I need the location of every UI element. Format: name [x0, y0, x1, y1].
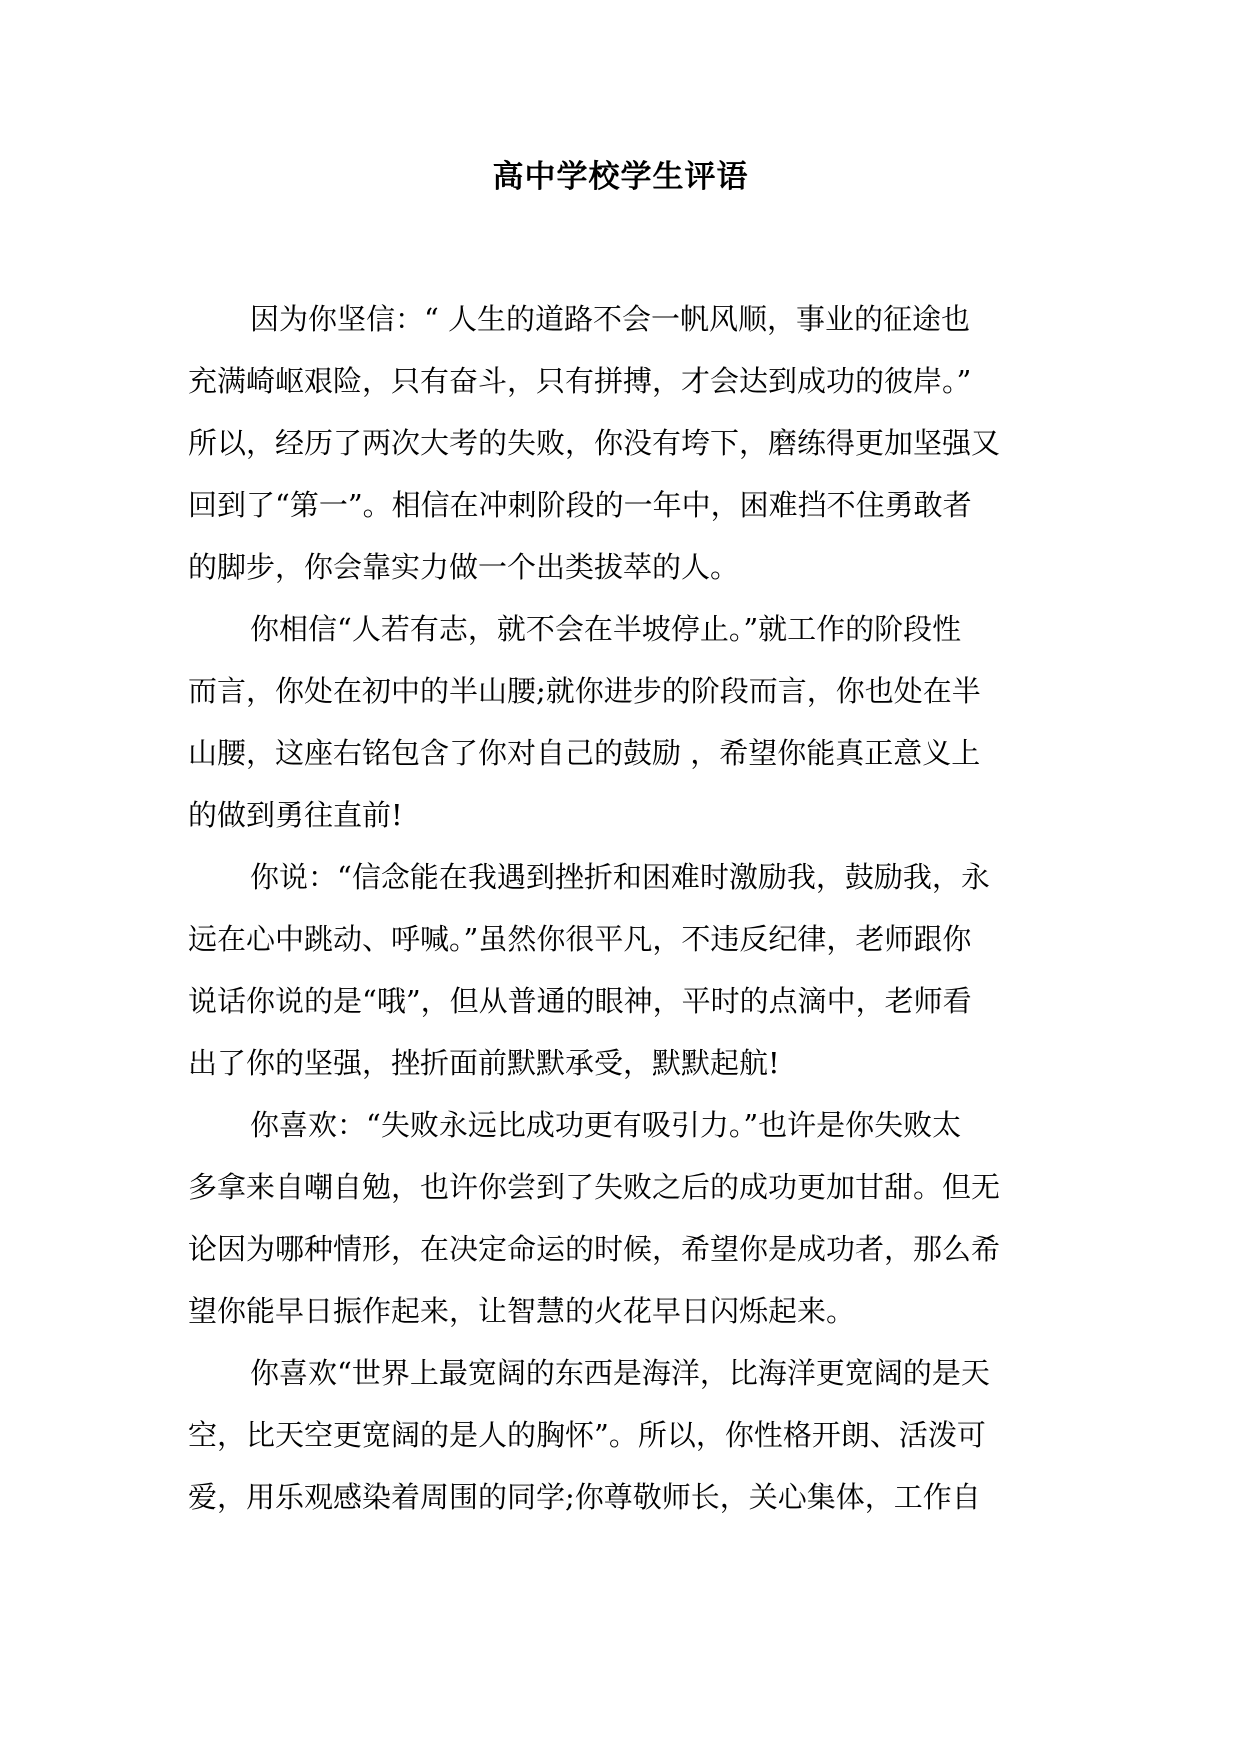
paragraph-5-line-3: 爱，用乐观感染着周围的同学;你尊敬师长，关心集体，工作自 [188, 1480, 981, 1514]
paragraph-4-line-3: 论因为哪种情形，在决定命运的时候，希望你是成功者，那么希 [188, 1232, 1001, 1266]
paragraph-2-line-1: 你相信“人若有志，就不会在半坡停止。”就工作的阶段性 [250, 612, 962, 646]
paragraph-1-line-3: 所以，经历了两次大考的失败，你没有垮下，磨练得更加坚强又 [188, 426, 1001, 460]
paragraph-4-line-1: 你喜欢：“失败永远比成功更有吸引力。”也许是你失败太 [250, 1108, 962, 1142]
paragraph-3-line-1: 你说：“信念能在我遇到挫折和困难时激励我，鼓励我，永 [250, 860, 990, 894]
paragraph-1-line-4: 回到了“第一”。相信在冲刺阶段的一年中，困难挡不住勇敢者 [188, 488, 972, 522]
paragraph-1-line-2: 充满崎岖艰险，只有奋斗，只有拼搏，才会达到成功的彼岸。” [188, 364, 972, 398]
paragraph-3-line-4: 出了你的坚强，挫折面前默默承受，默默起航! [188, 1046, 780, 1080]
document-body [188, 288, 1053, 1528]
document-title: 高中学校学生评语 [492, 159, 749, 195]
paragraph-5-line-2: 空，比天空更宽阔的是人的胸怀”。所以，你性格开朗、活泼可 [188, 1418, 986, 1452]
paragraph-5-line-1: 你喜欢“世界上最宽阔的东西是海洋，比海洋更宽阔的是天 [250, 1356, 990, 1390]
paragraph-4-line-4: 望你能早日振作起来，让智慧的火花早日闪烁起来。 [188, 1294, 856, 1328]
paragraph-2-line-3: 山腰，这座右铭包含了你对自己的鼓励 ，希望你能真正意义上 [188, 736, 981, 770]
paragraph-1-line-5: 的脚步，你会靠实力做一个出类拔萃的人。 [188, 550, 740, 584]
paragraph-2-line-2: 而言，你处在初中的半山腰;就你进步的阶段而言，你也处在半 [188, 674, 981, 708]
paragraph-4-line-2: 多拿来自嘲自勉，也许你尝到了失败之后的成功更加甘甜。但无 [188, 1170, 1001, 1204]
paragraph-3-line-3: 说话你说的是“哦”，但从普通的眼神，平时的点滴中，老师看 [188, 984, 972, 1018]
paragraph-1-line-1: 因为你坚信：“ 人生的道路不会一帆风顺，事业的征途也 [250, 302, 971, 336]
paragraph-3-line-2: 远在心中跳动、呼喊。”虽然你很平凡，不违反纪律，老师跟你 [188, 922, 972, 956]
paragraph-2-line-4: 的做到勇往直前! [188, 798, 403, 832]
